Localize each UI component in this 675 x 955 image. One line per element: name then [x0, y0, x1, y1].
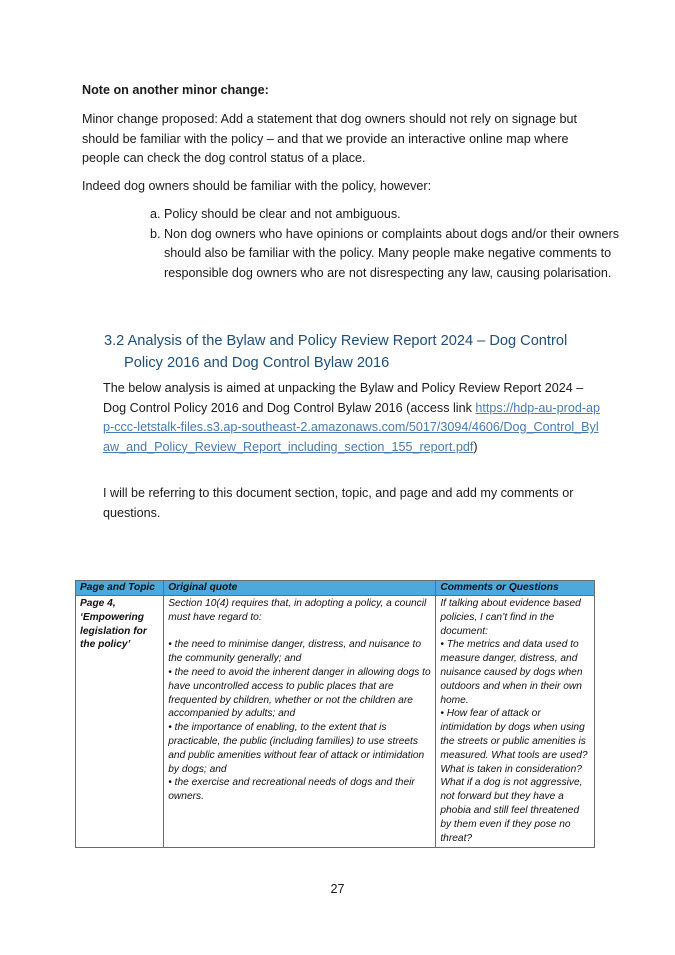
analysis-paragraph: [103, 379, 603, 457]
comment-intro: If talking about evidence based policies, I can’t find in the document:: [440, 598, 581, 637]
comment-point: • The metrics and data used to measure danger, distress, and nuisance caused by dogs when outdoors and when in their own home.: [440, 639, 583, 706]
cell-quote: [164, 596, 436, 848]
note-list: [142, 205, 624, 283]
quote-point: • the exercise and recreational needs of dogs and their owners.: [168, 777, 415, 803]
cell-comments: [436, 596, 595, 848]
note-title: Note on another minor change:: [82, 83, 269, 97]
section-heading: 3.2 Analysis of the Bylaw and Policy Review Report 2024 – Dog Control Policy 2016 and Dog Control Bylaw 2016: [104, 333, 568, 371]
table-header-row: [76, 581, 595, 596]
analysis-text-end: ): [473, 439, 478, 454]
quote-point: • the importance of enabling, to the extent that is practicable, the public (including families) to use streets and public amenities without fear of attack or intimidation by dogs; and: [168, 722, 425, 775]
note-paragraph-minor-change: Minor change proposed: Add a statement that dog owners should not rely on signage but should be familiar with the policy – and that we provide an interactive online map where people can check the dog control status of a place.: [82, 112, 577, 165]
list-item: a. Policy should be clear and not ambiguous.: [164, 205, 624, 225]
quote-point: • the need to minimise danger, distress, and nuisance to the community generally; and: [168, 639, 421, 665]
header-original-quote: Original quote: [164, 581, 436, 596]
header-comments: Comments or Questions: [436, 581, 595, 596]
page-number: 27: [330, 882, 345, 896]
table-row: [76, 596, 595, 848]
comment-point: • How fear of attack or intimidation by dogs when using the streets or public amenities is measured. What tools are used? What is taken in consideration? What if a dog is not aggressive, not forward but they have a phobia and still feel threatened by them even if they pose no threat?: [440, 708, 588, 844]
note-paragraph-indeed: Indeed dog owners should be familiar with the policy, however:: [82, 179, 432, 193]
report-link[interactable]: https://hdp-au-prod-app-ccc-letstalk-files.s3.ap-southeast-2.amazonaws.com/5017/3094/4606/Dog_Control_Bylaw_and_Policy_Review_Report_including_section_155_report.pdf: [103, 400, 601, 454]
quote-intro: Section 10(4) requires that, in adopting a policy, a council must have regard to:: [168, 598, 427, 623]
review-table: [75, 580, 595, 848]
quote-point: • the need to avoid the inherent danger in allowing dogs to have uncontrolled access to public places that are frequented by children, whether or not the children are accompanied by adults; and: [168, 666, 431, 720]
cell-topic: Page 4, ‘Empowering legislation for the policy’: [76, 596, 164, 848]
referring-paragraph: I will be referring to this document section, topic, and page and add my comments or questions.: [103, 486, 574, 520]
analysis-text: The below analysis is aimed at unpacking the Bylaw and Policy Review Report 2024 – Dog Control Policy 2016 and Dog Control Bylaw 2016 (access link: [103, 381, 584, 415]
list-item: b. Non dog owners who have opinions or complaints about dogs and/or their owners should also be familiar with the policy. Many people make negative comments to responsible dog owners who are not disrespecting any law, causing polarisation.: [164, 225, 624, 284]
header-page-topic: Page and Topic: [76, 581, 164, 596]
